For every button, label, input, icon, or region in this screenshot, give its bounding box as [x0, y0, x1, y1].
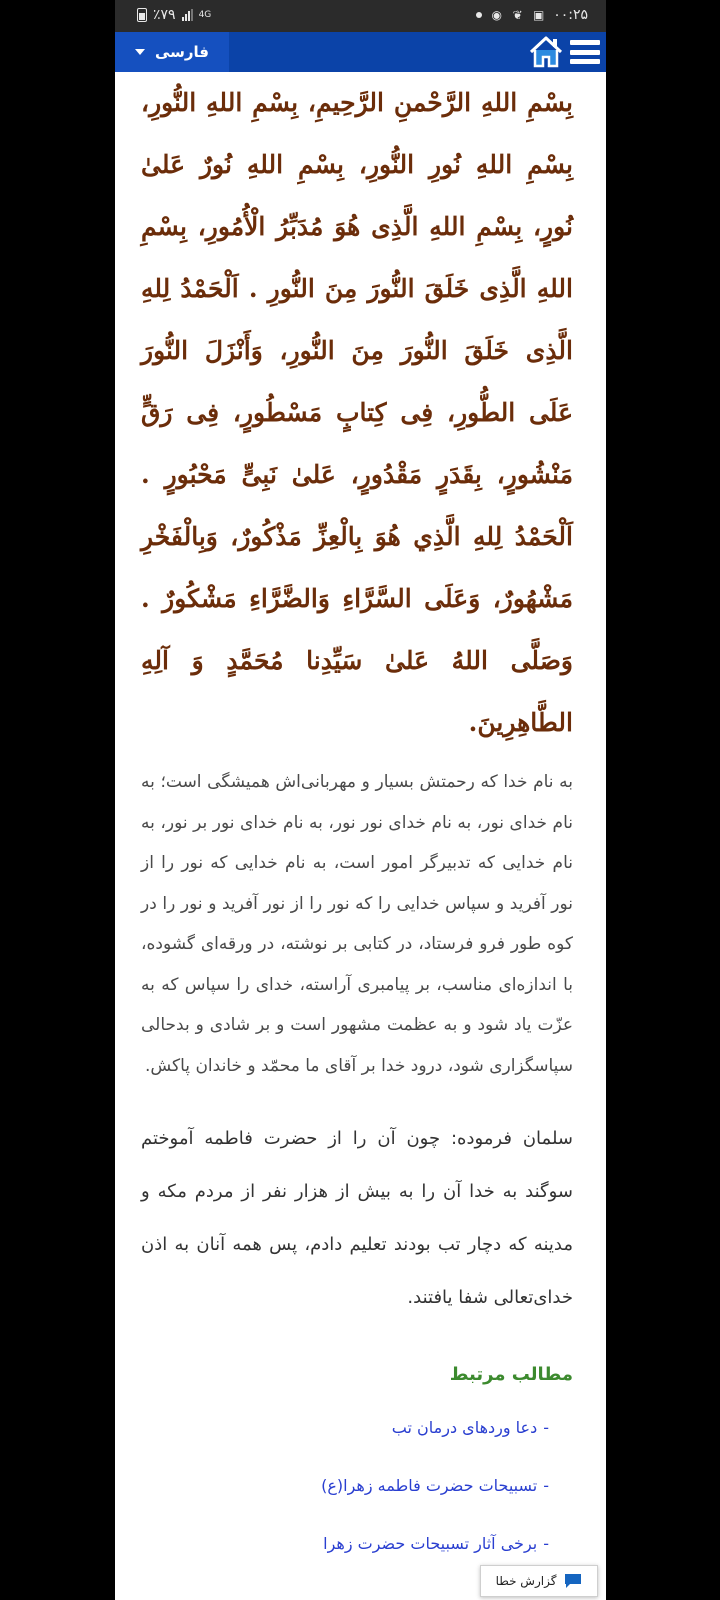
- salman-note: سلمان فرموده: چون آن را از حضرت فاطمه آموختم سوگند به خدا آن را به بیش از هزار نفر از مردم مکه و مدینه که دچار تب بودند تعلیم دادم، پس همه آنان به اذن خدای‌تعالی شفا یافتند.: [141, 1128, 573, 1308]
- arabic-prayer-text: بِسْمِ اللهِ الرَّحْمنِ الرَّحِیمِ، بِسْمِ اللهِ النُّورِ، بِسْمِ اللهِ نُورِ النُّورِ، بِسْمِ اللهِ نُورٌ عَلیٰ نُورٍ، بِسْمِ اللهِ الَّذِی هُوَ مُدَبِّرُ الْأُمُورِ، بِسْمِ اللهِ الَّذِی خَلَقَ النُّورَ مِنَ النُّورِ . اَلْحَمْدُ لِلهِ الَّذِی خَلَقَ النُّورَ مِنَ النُّورِ، وَأَنْزَلَ النُّورَ عَلَی الطُّورِ، فِی کِتابٍ مَسْطُورٍ، فِی رَقٍّ مَنْشُورٍ، بِقَدَرٍ مَقْدُورٍ، عَلیٰ نَبِیٍّ مَحْبُورٍ . اَلْحَمْدُ لِلهِ الَّذِي هُوَ بِالْعِزِّ مَذْكُورٌ، وَبِالْفَخْرِ مَشْهُورٌ، وَعَلَى السَّرَّاءِ وَالضَّرَّاءِ مَشْكُورٌ . وَصَلَّى اللهُ عَلیٰ سَیِّدِنا مُحَمَّدٍ وَ آلِهِ الطَّاهِرِینَ.: [141, 88, 573, 737]
- menu-bar: [570, 50, 600, 55]
- notification-dot-icon: [476, 12, 482, 18]
- related-link-tasbihat-effects[interactable]: -برخی آثار تسبیحات حضرت زهرا: [323, 1534, 549, 1553]
- status-bar: [115, 0, 606, 32]
- menu-bar: [570, 40, 600, 45]
- target-icon: ◉: [491, 8, 502, 22]
- article-content: [141, 72, 573, 1573]
- home-button[interactable]: [528, 35, 564, 69]
- hamburger-menu-button[interactable]: [570, 40, 600, 64]
- battery-icon: [137, 8, 147, 22]
- caret-down-icon: [135, 49, 145, 55]
- home-icon: [528, 35, 564, 69]
- signal-icon: [182, 9, 193, 21]
- network-type: 4G: [198, 10, 212, 20]
- language-label: فارسی: [154, 43, 210, 61]
- phone-screen: [115, 0, 606, 1600]
- clock: ۰۰:۲۵: [553, 7, 588, 23]
- battery-percent: ٪۷۹: [153, 7, 176, 23]
- report-error-label: گزارش خطا: [495, 1574, 557, 1588]
- image-icon: ▣: [533, 8, 545, 22]
- related-articles-list: [141, 1399, 573, 1573]
- related-link-tasbihat-fatima[interactable]: -تسبیحات حضرت فاطمه زهرا(ع): [321, 1476, 549, 1495]
- report-error-button[interactable]: [480, 1565, 598, 1597]
- top-nav-bar: [115, 32, 606, 72]
- leaf-icon: ❦: [512, 8, 523, 22]
- related-articles-title: مطالب مرتبط: [449, 1364, 573, 1385]
- language-selector[interactable]: [115, 32, 229, 72]
- persian-translation: به نام خدا که رحمتش بسیار و مهربانی‌اش همیشگی است؛ به نام خدای نور، به نام خدای نور نور، به نام خدای نور بر نور، به نام خدایی که تدبیرگر امور است، به نام خدایی که نور را از نور آفرید و سپاس خدایی را که نور را از نور آفرید و نور را در کوه طور فرو فرستاد، در کتابی بر نوشته، در ورقه‌ای گشوده، با اندازه‌ای مناسب، بر پیامبری آراسته، خدای را سپاس که به عزّت یاد شود و به عظمت مشهور است و بر شادی و بدحالی سپاسگزاری شود، درود خدا بر آقای ما محمّد و خاندان پاکش.: [141, 772, 573, 1076]
- chat-bubble-icon: [564, 1573, 582, 1589]
- related-link-fever-prayers[interactable]: -دعا وردهای درمان تب: [391, 1418, 549, 1437]
- menu-bar: [570, 59, 600, 64]
